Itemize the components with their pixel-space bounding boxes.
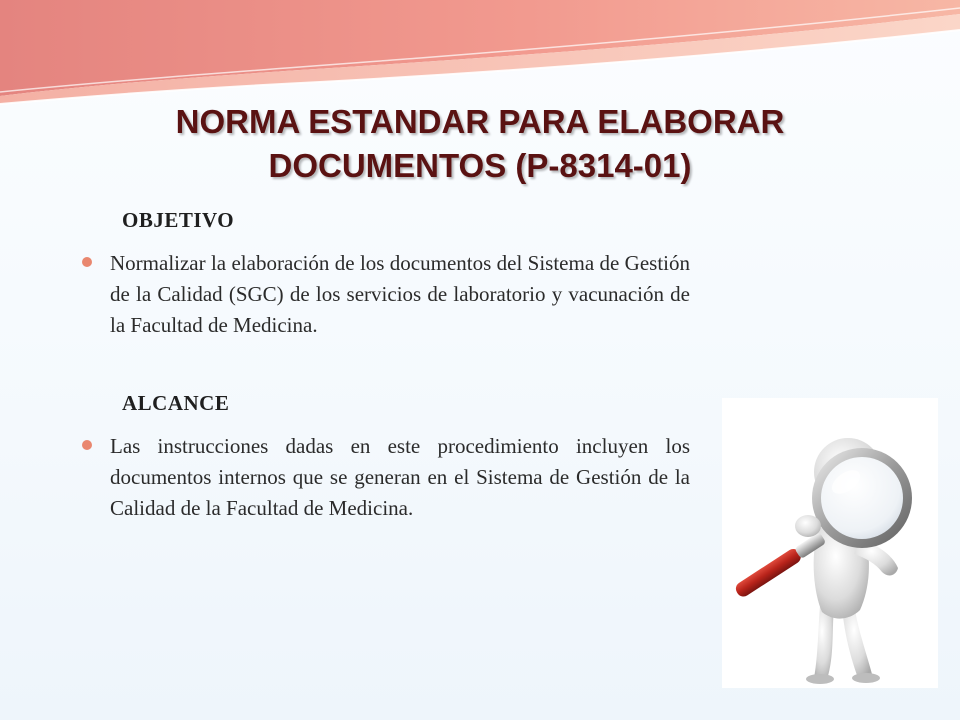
bullet-text-alcance: Las instrucciones dadas en este procedimiento incluyen los documentos internos que se generan en el Sistema de Gestión de la Calidad de la Facultad de Medicina. <box>110 434 690 520</box>
magnifier-figure-icon <box>722 398 938 688</box>
section-spacer <box>80 341 690 389</box>
magnifier-figure <box>722 398 938 688</box>
bullet-text-objetivo: Normalizar la elaboración de los documentos del Sistema de Gestión de la Calidad (SGC) de los servicios de laboratorio y vacunación de la Facultad de Medicina. <box>110 251 690 337</box>
title-line-2: DOCUMENTOS (P-8314-01) <box>268 147 692 184</box>
bullet-dot-icon <box>82 440 92 450</box>
slide-title <box>80 100 880 188</box>
bullet-dot-icon <box>82 257 92 267</box>
section-heading-alcance: ALCANCE <box>122 391 230 415</box>
header-wave-decoration <box>0 0 960 110</box>
title-line-1: NORMA ESTANDAR PARA ELABORAR <box>175 103 785 140</box>
bullet-item-objetivo <box>80 248 690 341</box>
section-heading-objetivo: OBJETIVO <box>122 208 235 232</box>
content-area <box>80 206 690 524</box>
bullet-item-alcance <box>80 431 690 524</box>
